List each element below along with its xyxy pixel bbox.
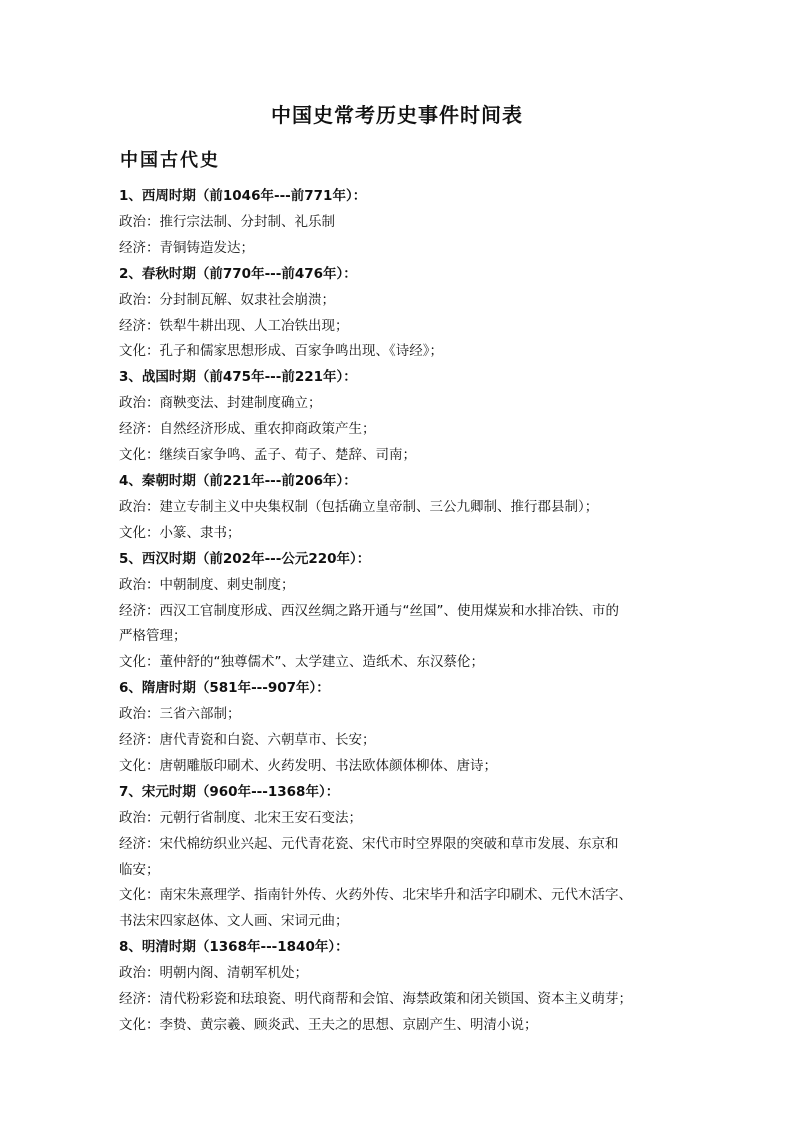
list-item: 经济：自然经济形成、重农抑商政策产生；	[119, 421, 376, 438]
list-item: 文化：李贽、黄宗羲、顾炎武、王夫之的思想、京剧产生、明清小说；	[119, 1017, 538, 1033]
list-item: 临安；	[119, 861, 160, 878]
list-item: 经济：清代粉彩瓷和珐琅瓷、明代商帮和会馆、海禁政策和闭关锁国、资本主义萌芽；	[119, 991, 632, 1008]
period-heading: 4、秦朝时期（前221年---前206年）：	[119, 472, 357, 489]
list-item: 经济：铁犁牛耕出现、人工冶铁出现；	[119, 317, 349, 334]
list-item: 文化：小篆、隶书；	[119, 524, 241, 541]
list-item: 经济：西汉工官制度形成、西汉丝绸之路开通与“丝国”、使用煤炭和水排冶铁、市的	[119, 602, 619, 619]
list-item: 政治：商鞅变法、封建制度确立；	[119, 395, 322, 412]
list-item: 政治：中朝制度、刺史制度；	[119, 576, 295, 593]
list-item: 经济：宋代棉纺织业兴起、元代青花瓷、宋代市时空界限的突破和草市发展、东京和	[119, 835, 619, 852]
period-heading: 5、西汉时期（前202年---公元220年）：	[119, 550, 371, 567]
list-item: 政治：推行宗法制、分封制、礼乐制	[119, 213, 335, 230]
document-body	[119, 184, 689, 1039]
period-heading: 2、春秋时期（前770年---前476年）：	[119, 265, 357, 282]
list-item: 经济：青铜铸造发达；	[119, 239, 254, 256]
list-item: 文化：唐朝雕版印刷术、火药发明、书法欧体颜体柳体、唐诗；	[119, 757, 497, 774]
list-item: 文化：孔子和儒家思想形成、百家争鸣出现、《诗经》；	[119, 343, 443, 360]
section-title: 中国古代史	[120, 150, 220, 171]
list-item: 书法宋四家赵体、文人画、宋词元曲；	[119, 913, 349, 930]
list-item: 文化：南宋朱熹理学、指南针外传、火药外传、北宋毕升和活字印刷术、元代木活字、	[119, 887, 632, 904]
period-heading: 3、战国时期（前475年---前221年）：	[119, 369, 357, 386]
list-item: 经济：唐代青瓷和白瓷、六朝草市、长安；	[119, 732, 376, 749]
list-item: 政治：三省六部制；	[119, 706, 241, 723]
list-item: 文化：董仲舒的“独尊儒术”、太学建立、造纸术、东汉蔡伦；	[119, 654, 484, 671]
list-item: 严格管理；	[119, 628, 187, 645]
document-title: 中国史常考历史事件时间表	[271, 103, 523, 127]
period-heading: 1、西周时期（前1046年---前771年）：	[119, 188, 367, 204]
list-item: 政治：元朝行省制度、北宋王安石变法；	[119, 809, 362, 826]
period-heading: 6、隋唐时期（581年---907年）：	[119, 680, 330, 697]
list-item: 政治：分封制瓦解、奴隶社会崩溃；	[119, 291, 335, 308]
period-heading: 7、宋元时期（960年---1368年）：	[119, 783, 340, 800]
list-item: 文化：继续百家争鸣、孟子、荀子、楚辞、司南；	[119, 447, 416, 464]
list-item: 政治：建立专制主义中央集权制（包括确立皇帝制、三公九卿制、推行郡县制）；	[119, 498, 599, 515]
list-item: 政治：明朝内阁、清朝军机处；	[119, 965, 308, 982]
period-heading: 8、明清时期（1368年---1840年）：	[119, 939, 349, 956]
